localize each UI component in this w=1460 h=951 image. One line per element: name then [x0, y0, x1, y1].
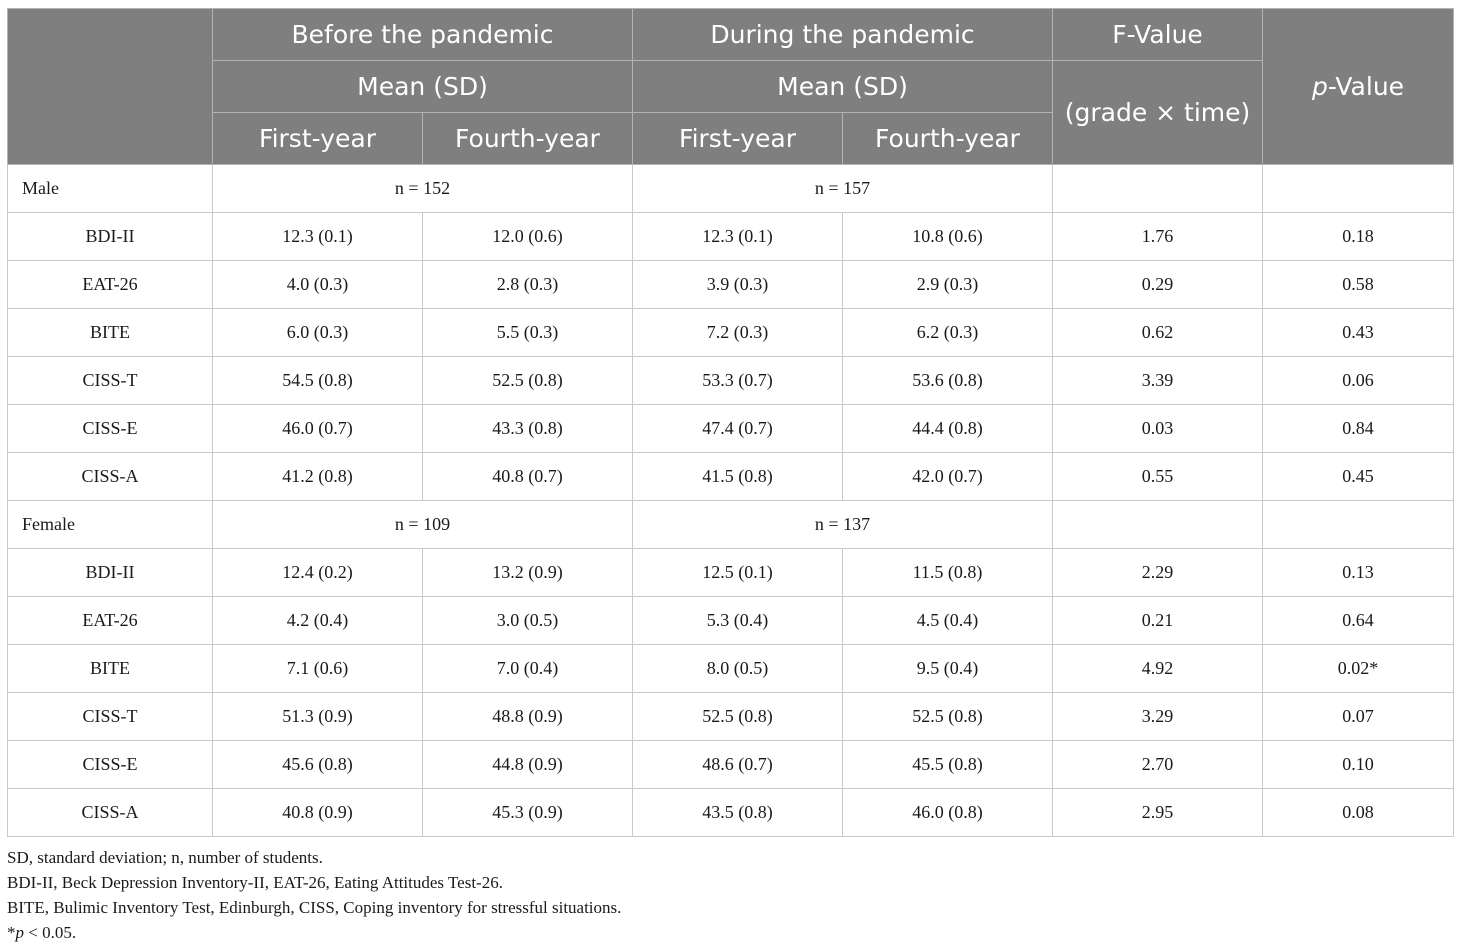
fvalue-cell: 1.76 — [1053, 213, 1263, 261]
table-row — [8, 645, 1454, 693]
fvalue-cell: 0.29 — [1053, 261, 1263, 309]
note-line — [7, 920, 1453, 945]
pvalue-italic: p — [1311, 72, 1328, 101]
during-first-year-cell: 12.5 (0.1) — [633, 549, 843, 597]
table-header — [8, 9, 1454, 165]
during-first-year-cell: 43.5 (0.8) — [633, 789, 843, 837]
table-row — [8, 789, 1454, 837]
before-first-year-cell: 4.0 (0.3) — [213, 261, 423, 309]
group-n-during: n = 137 — [633, 501, 1053, 549]
during-fourth-year-cell: 9.5 (0.4) — [843, 645, 1053, 693]
table-row — [8, 741, 1454, 789]
fvalue-cell: 2.70 — [1053, 741, 1263, 789]
table-body — [8, 165, 1454, 837]
pvalue-cell: 0.07 — [1263, 693, 1454, 741]
before-fourth-year-cell: 7.0 (0.4) — [423, 645, 633, 693]
table-row — [8, 309, 1454, 357]
header-mean-sd-during: Mean (SD) — [633, 61, 1053, 113]
header-blank-cell — [8, 9, 213, 165]
before-first-year-cell: 46.0 (0.7) — [213, 405, 423, 453]
before-first-year-cell: 7.1 (0.6) — [213, 645, 423, 693]
before-fourth-year-cell: 43.3 (0.8) — [423, 405, 633, 453]
during-first-year-cell: 7.2 (0.3) — [633, 309, 843, 357]
table-row — [8, 213, 1454, 261]
header-fvalue: F-Value — [1053, 9, 1263, 61]
measure-cell: BITE — [8, 645, 213, 693]
header-before-fourth-year: Fourth-year — [423, 113, 633, 165]
during-fourth-year-cell: 6.2 (0.3) — [843, 309, 1053, 357]
group-row — [8, 501, 1454, 549]
table-row — [8, 597, 1454, 645]
header-pvalue — [1263, 9, 1454, 165]
fvalue-cell: 2.29 — [1053, 549, 1263, 597]
before-fourth-year-cell: 44.8 (0.9) — [423, 741, 633, 789]
group-n-before: n = 152 — [213, 165, 633, 213]
note-line: BITE, Bulimic Inventory Test, Edinburgh, CISS, Coping inventory for stressful situations. — [7, 898, 622, 917]
pvalue-cell: 0.13 — [1263, 549, 1454, 597]
during-fourth-year-cell: 2.9 (0.3) — [843, 261, 1053, 309]
table-row — [8, 549, 1454, 597]
during-first-year-cell: 3.9 (0.3) — [633, 261, 843, 309]
group-empty-pvalue — [1263, 165, 1454, 213]
group-empty-fvalue — [1053, 501, 1263, 549]
note-rest: < 0.05. — [24, 923, 77, 942]
pvalue-cell: 0.84 — [1263, 405, 1454, 453]
during-fourth-year-cell: 42.0 (0.7) — [843, 453, 1053, 501]
pvalue-cell: 0.18 — [1263, 213, 1454, 261]
results-table — [7, 8, 1454, 837]
during-first-year-cell: 8.0 (0.5) — [633, 645, 843, 693]
pvalue-cell: 0.10 — [1263, 741, 1454, 789]
pvalue-cell: 0.64 — [1263, 597, 1454, 645]
table-row — [8, 357, 1454, 405]
before-fourth-year-cell: 13.2 (0.9) — [423, 549, 633, 597]
before-first-year-cell: 51.3 (0.9) — [213, 693, 423, 741]
group-label: Male — [8, 165, 213, 213]
fvalue-cell: 0.55 — [1053, 453, 1263, 501]
during-fourth-year-cell: 4.5 (0.4) — [843, 597, 1053, 645]
note-line: BDI-II, Beck Depression Inventory-II, EAT-26, Eating Attitudes Test-26. — [7, 873, 503, 892]
group-n-during: n = 157 — [633, 165, 1053, 213]
fvalue-cell: 0.21 — [1053, 597, 1263, 645]
during-fourth-year-cell: 45.5 (0.8) — [843, 741, 1053, 789]
table-row — [8, 261, 1454, 309]
fvalue-cell: 4.92 — [1053, 645, 1263, 693]
measure-cell: BDI-II — [8, 549, 213, 597]
measure-cell: CISS-E — [8, 741, 213, 789]
pvalue-cell: 0.02* — [1263, 645, 1454, 693]
header-fvalue-sub: (grade × time) — [1053, 61, 1263, 165]
group-label: Female — [8, 501, 213, 549]
during-first-year-cell: 47.4 (0.7) — [633, 405, 843, 453]
table-row — [8, 453, 1454, 501]
before-first-year-cell: 4.2 (0.4) — [213, 597, 423, 645]
before-fourth-year-cell: 2.8 (0.3) — [423, 261, 633, 309]
header-before-pandemic: Before the pandemic — [213, 9, 633, 61]
during-first-year-cell: 41.5 (0.8) — [633, 453, 843, 501]
measure-cell: CISS-A — [8, 453, 213, 501]
during-first-year-cell: 48.6 (0.7) — [633, 741, 843, 789]
before-first-year-cell: 6.0 (0.3) — [213, 309, 423, 357]
during-fourth-year-cell: 53.6 (0.8) — [843, 357, 1053, 405]
table-row — [8, 405, 1454, 453]
measure-cell: BDI-II — [8, 213, 213, 261]
fvalue-cell: 0.03 — [1053, 405, 1263, 453]
fvalue-cell: 0.62 — [1053, 309, 1263, 357]
before-fourth-year-cell: 48.8 (0.9) — [423, 693, 633, 741]
fvalue-cell: 3.39 — [1053, 357, 1263, 405]
pvalue-rest: -Value — [1327, 72, 1405, 101]
during-first-year-cell: 52.5 (0.8) — [633, 693, 843, 741]
measure-cell: CISS-T — [8, 357, 213, 405]
header-during-fourth-year: Fourth-year — [843, 113, 1053, 165]
during-fourth-year-cell: 52.5 (0.8) — [843, 693, 1053, 741]
measure-cell: CISS-E — [8, 405, 213, 453]
during-first-year-cell: 12.3 (0.1) — [633, 213, 843, 261]
pvalue-cell: 0.45 — [1263, 453, 1454, 501]
before-fourth-year-cell: 3.0 (0.5) — [423, 597, 633, 645]
note-star: * — [7, 923, 16, 942]
header-before-first-year: First-year — [213, 113, 423, 165]
measure-cell: CISS-A — [8, 789, 213, 837]
group-n-before: n = 109 — [213, 501, 633, 549]
before-fourth-year-cell: 45.3 (0.9) — [423, 789, 633, 837]
pvalue-cell: 0.58 — [1263, 261, 1454, 309]
during-fourth-year-cell: 11.5 (0.8) — [843, 549, 1053, 597]
group-empty-pvalue — [1263, 501, 1454, 549]
note-line: SD, standard deviation; n, number of students. — [7, 848, 323, 867]
fvalue-cell: 2.95 — [1053, 789, 1263, 837]
table-notes — [7, 845, 1453, 945]
before-first-year-cell: 12.3 (0.1) — [213, 213, 423, 261]
measure-cell: CISS-T — [8, 693, 213, 741]
before-fourth-year-cell: 52.5 (0.8) — [423, 357, 633, 405]
table-container — [7, 8, 1453, 945]
pvalue-cell: 0.06 — [1263, 357, 1454, 405]
before-fourth-year-cell: 5.5 (0.3) — [423, 309, 633, 357]
during-fourth-year-cell: 46.0 (0.8) — [843, 789, 1053, 837]
before-first-year-cell: 45.6 (0.8) — [213, 741, 423, 789]
before-first-year-cell: 40.8 (0.9) — [213, 789, 423, 837]
measure-cell: EAT-26 — [8, 261, 213, 309]
group-empty-fvalue — [1053, 165, 1263, 213]
during-fourth-year-cell: 10.8 (0.6) — [843, 213, 1053, 261]
header-during-pandemic: During the pandemic — [633, 9, 1053, 61]
group-row — [8, 165, 1454, 213]
pvalue-cell: 0.43 — [1263, 309, 1454, 357]
during-first-year-cell: 53.3 (0.7) — [633, 357, 843, 405]
during-fourth-year-cell: 44.4 (0.8) — [843, 405, 1053, 453]
table-row — [8, 693, 1454, 741]
header-mean-sd-before: Mean (SD) — [213, 61, 633, 113]
pvalue-cell: 0.08 — [1263, 789, 1454, 837]
before-first-year-cell: 12.4 (0.2) — [213, 549, 423, 597]
measure-cell: EAT-26 — [8, 597, 213, 645]
before-fourth-year-cell: 40.8 (0.7) — [423, 453, 633, 501]
measure-cell: BITE — [8, 309, 213, 357]
fvalue-cell: 3.29 — [1053, 693, 1263, 741]
before-first-year-cell: 54.5 (0.8) — [213, 357, 423, 405]
before-first-year-cell: 41.2 (0.8) — [213, 453, 423, 501]
before-fourth-year-cell: 12.0 (0.6) — [423, 213, 633, 261]
header-during-first-year: First-year — [633, 113, 843, 165]
note-p: p — [15, 923, 24, 942]
during-first-year-cell: 5.3 (0.4) — [633, 597, 843, 645]
